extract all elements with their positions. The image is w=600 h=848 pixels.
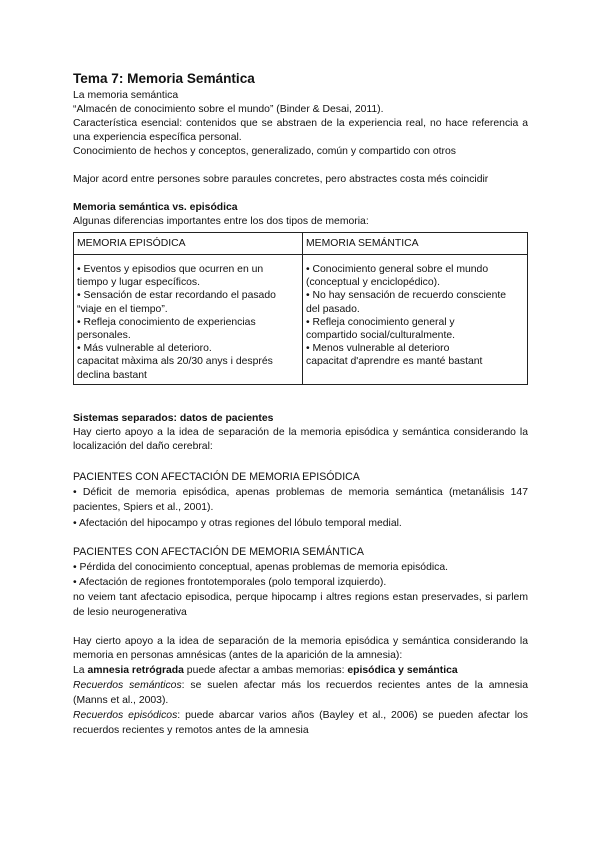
comparison-table <box>73 232 528 385</box>
retrograde-amnesia-line <box>73 663 528 678</box>
semantic-line: • Conocimiento general sobre el mundo <box>306 264 489 275</box>
comparison-subheading: Algunas diferencias importantes entre los dos tipos de memoria: <box>73 216 369 227</box>
retrograde-types: episódica y semántica <box>347 664 458 676</box>
intro-line-4: Conocimiento de hechos y conceptos, generalizado, común y compartido con otros <box>73 146 456 157</box>
episodic-line: “viaje en el tiempo”. <box>77 303 168 315</box>
episodic-patients-heading: PACIENTES CON AFECTACIÓN DE MEMORIA EPISÓDICA <box>73 470 360 483</box>
semantic-patients-bullet-2: • Afectación de regiones frontotemporales (polo temporal izquierdo). <box>73 576 387 588</box>
semantic-memories-text: : se suelen afectar más los recuerdos recientes antes de la amnesia (Manns et al., 2003). <box>73 679 529 706</box>
episodic-patients-bullet-1: • Déficit de memoria episódica, apenas problemas de memoria semántica (metanálisis 147 pacientes, Spiers et al., 2001). <box>73 486 528 513</box>
retrograde-middle: puede afectar a ambas memorias: <box>183 664 348 676</box>
amnesia-intro: Hay cierto apoyo a la idea de separación de la memoria episódica y semántica considerando la memoria en personas amnésicas (antes de la aparición de la amnesia): <box>73 635 528 661</box>
episodic-memories-line <box>73 708 528 738</box>
episodic-memories-text: : puede abarcar varios años (Bayley et al., 2006) se pueden afectar los recuerdos recientes y remotos antes de la amnesia <box>73 709 528 736</box>
semantic-patients-note: no veiem tant afectacio episodica, perque hipocamp i altres regions estan preservades, si parlem de lesio neurogenerativa <box>73 591 528 618</box>
semantic-memories-line <box>73 678 528 708</box>
semantic-memories-label: Recuerdos semánticos <box>73 679 182 691</box>
retrograde-term: amnesia retrógrada <box>87 664 184 676</box>
intro-note: Major acord entre persones sobre paraules concretes, pero abstractes costa més coincidir <box>73 174 489 185</box>
col-episodic-cell <box>74 255 303 385</box>
semantic-line: del pasado. <box>306 303 360 315</box>
episodic-line: • Más vulnerable al deterioro. <box>77 343 212 355</box>
semantic-line: • Menos vulnerable al deterioro <box>306 343 450 355</box>
episodic-line: • Refleja conocimiento de experiencias <box>77 316 256 328</box>
episodic-line: tiempo y lugar específicos. <box>77 277 201 289</box>
table-header-row <box>74 233 528 255</box>
episodic-line: • Eventos y episodios que ocurren en un <box>77 264 264 275</box>
episodic-line: personales. <box>77 330 131 342</box>
retrograde-prefix: La <box>73 664 88 676</box>
semantic-line: • Refleja conocimiento general y <box>306 316 455 328</box>
document-page <box>73 70 528 738</box>
col-semantic-header: MEMORIA SEMÁNTICA <box>303 233 528 255</box>
episodic-line: • Sensación de estar recordando el pasado <box>77 290 276 302</box>
episodic-patients-bullet-2: • Afectación del hipocampo y otras regiones del lóbulo temporal medial. <box>73 517 402 529</box>
patients-heading: Sistemas separados: datos de pacientes <box>73 412 274 424</box>
episodic-line: capacitat màxima als 20/30 anys i després <box>77 356 273 368</box>
intro-line-1: La memoria semántica <box>73 90 179 101</box>
semantic-line: capacitat d'aprendre es manté bastant <box>306 356 483 368</box>
comparison-heading: Memoria semántica vs. episódica <box>73 202 238 213</box>
page-title: Tema 7: Memoria Semántica <box>73 71 255 86</box>
semantic-patients-bullet-1: • Pérdida del conocimiento conceptual, apenas problemas de memoria episódica. <box>73 561 449 573</box>
col-semantic-cell <box>303 255 528 385</box>
semantic-patients-heading: PACIENTES CON AFECTACIÓN DE MEMORIA SEMÁNTICA <box>73 545 364 558</box>
semantic-line: (conceptual y enciclopédico). <box>306 277 440 289</box>
episodic-line: declina bastant <box>77 369 147 381</box>
col-episodic-header: MEMORIA EPISÓDICA <box>74 233 303 255</box>
patients-intro: Hay cierto apoyo a la idea de separación de la memoria episódica y semántica considerando la localización del daño cerebral: <box>73 426 528 452</box>
semantic-line: compartido social/culturalmente. <box>306 330 456 342</box>
intro-line-3: Característica esencial: contenidos que se abstraen de la experiencia real, no hace referencia a una experiencia específica personal. <box>73 118 528 143</box>
table-row <box>74 255 528 385</box>
episodic-memories-label: Recuerdos episódicos <box>73 709 178 721</box>
semantic-line: • No hay sensación de recuerdo consciente <box>306 290 507 302</box>
intro-line-2: “Almacén de conocimiento sobre el mundo” (Binder & Desai, 2011). <box>73 104 384 115</box>
